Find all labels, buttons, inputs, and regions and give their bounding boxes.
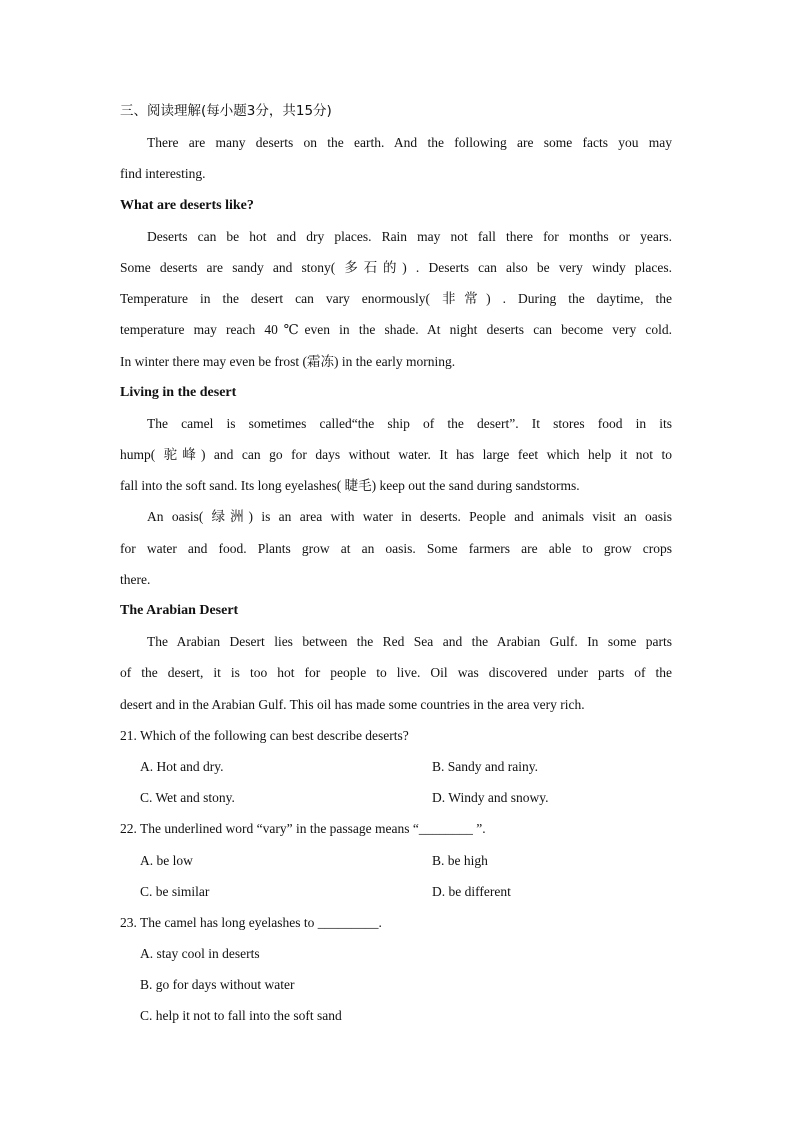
option-d[interactable]: D. be different (432, 883, 511, 899)
option-a[interactable]: A. be low (140, 852, 193, 868)
question-23-stem: 23. The camel has long eyelashes to _________. (120, 914, 382, 930)
paragraph-line: Some deserts are sandy and stony( 多石的) . Deserts can also be very windy places. (120, 259, 672, 275)
option-b[interactable]: B. be high (432, 852, 488, 868)
intro-line: There are many deserts on the earth. And the following are some facts you may (147, 135, 672, 151)
option-a[interactable]: A. stay cool in deserts (140, 946, 260, 962)
option-b[interactable]: B. go for days without water (140, 977, 295, 993)
intro-line: find interesting. (120, 166, 206, 182)
option-d[interactable]: D. Windy and snowy. (432, 790, 549, 806)
paragraph-line: Deserts can be hot and dry places. Rain may not fall there for months or years. (147, 228, 672, 244)
heading-deserts-like: What are deserts like? (120, 197, 254, 213)
reading-comprehension-page (120, 96, 672, 1032)
question-22-stem: 22. The underlined word “vary” in the passage means “________ ”. (120, 821, 486, 837)
paragraph-line: An oasis( 绿洲) is an area with water in deserts. People and animals visit an oasis (147, 509, 672, 525)
paragraph-line: desert and in the Arabian Gulf. This oil has made some countries in the area very rich. (120, 696, 585, 712)
option-c[interactable]: C. be similar (140, 883, 210, 899)
heading-living-in-desert: Living in the desert (120, 384, 237, 400)
paragraph-line: The camel is sometimes called“the ship of the desert”. It stores food in its (147, 415, 672, 431)
option-b[interactable]: B. Sandy and rainy. (432, 758, 538, 774)
paragraph-line: of the desert, it is too hot for people to live. Oil was discovered under parts of the (120, 665, 672, 681)
section-title: 三、阅读理解(每小题3分，共15分) (120, 103, 332, 119)
paragraph-line: The Arabian Desert lies between the Red Sea and the Arabian Gulf. In some parts (147, 634, 672, 650)
paragraph-line: there. (120, 571, 151, 587)
paragraph-line: fall into the soft sand. Its long eyelashes( 睫毛) keep out the sand during sandstorms. (120, 478, 580, 494)
paragraph-line: for water and food. Plants grow at an oasis. Some farmers are able to grow crops (120, 540, 672, 556)
paragraph-line: hump( 驼峰) and can go for days without water. It has large feet which help it not to (120, 447, 672, 463)
paragraph-line: In winter there may even be frost (霜冻) in the early morning. (120, 353, 456, 369)
question-21-options-row (120, 782, 672, 813)
question-22-options-row (120, 845, 672, 876)
question-22-options-row (120, 876, 672, 907)
question-21-options-row (120, 751, 672, 782)
paragraph-line: Temperature in the desert can vary enormously( 非常) . During the daytime, the (120, 291, 672, 307)
question-21-stem: 21. Which of the following can best describe deserts? (120, 727, 409, 743)
paragraph-line: temperature may reach 40℃even in the shade. At night deserts can become very cold. (120, 322, 672, 338)
option-c[interactable]: C. Wet and stony. (140, 790, 235, 806)
option-a[interactable]: A. Hot and dry. (140, 758, 224, 774)
heading-arabian-desert: The Arabian Desert (120, 603, 239, 618)
option-c[interactable]: C. help it not to fall into the soft sand (140, 1008, 342, 1024)
